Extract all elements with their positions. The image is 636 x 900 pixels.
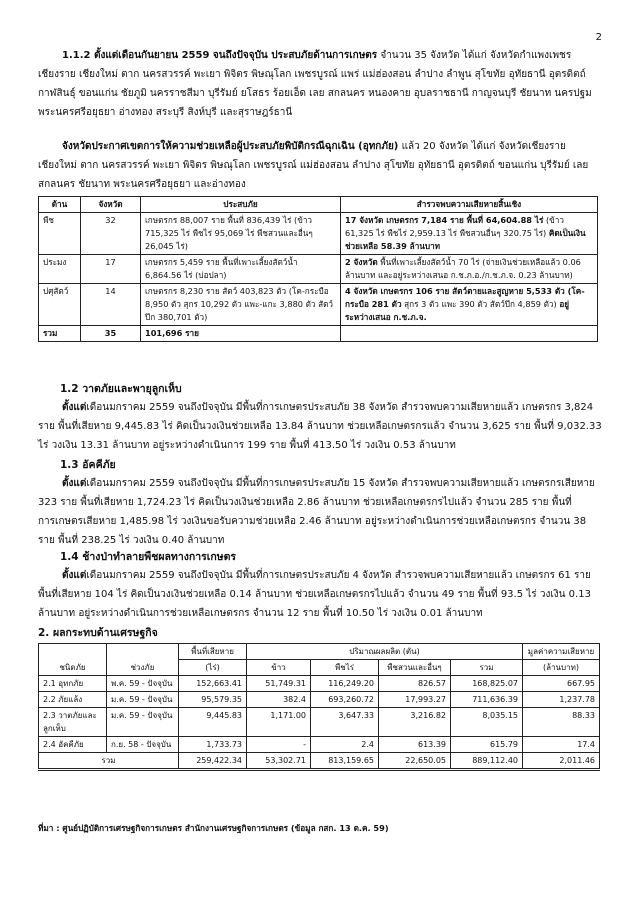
table-cell: 667.95 — [523, 676, 600, 692]
table-cell: 711,636.39 — [451, 692, 523, 708]
section-body: แล้ว 20 จังหวัด ได้แก่ จังหวัดเชียงราย เชียงใหม่ ตาก นครสวรรค์ พะเยา พิจิตร พิษณุโลก เพชรบูรณ์ แม่ฮ่องสอน ลำปาง สุโขทัย อุทัยธานี อุตรดิตถ์ ขอนแก่น บุรีรัมย์ เลย สกลนคร ชัยนาท พระนครศรีอยุธยา และอ่างทอง — [38, 141, 589, 190]
table-cell: 17,993.27 — [379, 692, 451, 708]
column-header: รวม — [451, 660, 523, 676]
section-1-2-body — [38, 398, 602, 455]
table-cell: 2.1 อุทกภัย — [39, 676, 107, 692]
column-header: ชนิดภัย — [39, 644, 107, 676]
table-cell: พืช — [39, 213, 81, 255]
table-cell — [341, 255, 598, 284]
table-cell: เกษตรกร 8,230 ราย สัตว์ 403,823 ตัว (โค-กระบือ 8,950 ตัว สุกร 10,292 ตัว แพะ-แกะ 3,880 ตัว สัตว์ปีก 380,701 ตัว) — [141, 284, 341, 326]
table-cell: 14 — [81, 284, 141, 326]
table-cell: เกษตรกร 88,007 ราย พื้นที่ 836,439 ไร่ (ข้าว 715,325 ไร่ พืชไร่ 95,069 ไร่ พืชสวนและอื่นๆ 26,045 ไร่) — [141, 213, 341, 255]
table-cell: - — [247, 737, 311, 753]
table-cell — [341, 326, 598, 342]
table-cell: 35 — [81, 326, 141, 342]
cell-text: สุกร 3 ตัว แพะ 390 ตัว สัตว์ปีก 4,859 ตัว) — [401, 299, 560, 309]
table-cell: เกษตรกร 5,459 ราย พื้นที่เพาะเลี้ยงสัตว์น้ำ 6,864.56 ไร่ (บ่อปลา) — [141, 255, 341, 284]
table-cell: 168,825.07 — [451, 676, 523, 692]
table-cell: 2.2 ภัยแล้ง — [39, 692, 107, 708]
table-cell: 259,422.34 — [179, 753, 247, 770]
table-cell: พ.ค. 59 - ปัจจุบัน — [107, 676, 179, 692]
cell-bold-text: คิดเป็นเงินช่วยเหลือ 58.39 ล้านบาท — [345, 228, 586, 251]
table-cell: 17.4 — [523, 737, 600, 753]
column-header: (ล้านบาท) — [523, 660, 600, 676]
section-1-3-heading: 1.3 อัคคีภัย — [60, 459, 116, 471]
damage-summary-table — [38, 196, 598, 342]
table-cell: 88.33 — [523, 708, 600, 737]
table-cell: รวม — [39, 326, 81, 342]
table-cell: 813,159.65 — [311, 753, 379, 770]
table-cell: 693,260.72 — [311, 692, 379, 708]
cell-text: (ข้าว 61,325 ไร่ พืชไร่ 2,959.13 ไร่ พืชสวนอื่นๆ 320.75 ไร่) — [345, 215, 564, 238]
column-header: จังหวัด — [81, 197, 141, 213]
cell-bold-text: 17 จังหวัด เกษตรกร 7,184 ราย พื้นที่ 64,604.88 ไร่ — [345, 215, 544, 225]
column-header: (ไร่) — [179, 660, 247, 676]
table-cell: รวม — [39, 753, 179, 770]
table-cell: ก.ย. 58 - ปัจจุบัน — [107, 737, 179, 753]
cell-bold-text: อยู่ระหว่างเสนอ ก.ช.ภ.จ. — [345, 299, 570, 322]
column-header: พืชสวนและอื่นๆ — [379, 660, 451, 676]
table-cell — [341, 213, 598, 255]
column-header: สำรวจพบความเสียหายสิ้นเชิง — [341, 197, 598, 213]
table-cell: 22,650.05 — [379, 753, 451, 770]
table-row — [39, 708, 600, 737]
table-cell: 17 — [81, 255, 141, 284]
table-cell: ปศุสัตว์ — [39, 284, 81, 326]
table-cell: 2.3 วาตภัยและลูกเห็บ — [39, 708, 107, 737]
section-1-4-body — [38, 566, 602, 623]
table-cell: 615.79 — [451, 737, 523, 753]
lead-word: ตั้งแต่ — [62, 570, 87, 581]
table-cell: 613.39 — [379, 737, 451, 753]
section-body: เดือนมกราคม 2559 จนถึงปัจจุบัน มีพื้นที่การเกษตรประสบภัย 38 จังหวัด สำรวจพบความเสียหายแล้ว เกษตรกร 3,824 ราย พื้นที่เสียหาย 9,445.83 ไร่ คิดเป็นวงเงินช่วยเหลือ 13.84 ล้านบาท ช่วยเหลือเกษตรกรแล้ว จำนวน 3,625 ราย พื้นที่ 9,032.33 ไร่ วงเงิน 13.31 ล้านบาท อยู่ระหว่างดำเนินการ 199 ราย พื้นที่ 413.50 ไร่ วงเงิน 0.53 ล้านบาท — [38, 402, 602, 451]
column-header: ด้าน — [39, 197, 81, 213]
column-header: ข้าว — [247, 660, 311, 676]
table-row — [39, 692, 600, 708]
section-body: จำนวน 35 จังหวัด ได้แก่ จังหวัดกำแพงเพชร เชียงราย เชียงใหม่ ตาก นครสวรรค์ พะเยา พิจิตร พิษณุโลก เพชรบูรณ์ แพร่ แม่ฮ่องสอน ลำปาง ลำพูน สุโขทัย อุทัยธานี อุตรดิตถ์ กาฬสินธุ์ ขอนแก่น ชัยภูมิ นครราชสีมา บุรีรัมย์ ยโสธร ร้อยเอ็ด เลย สกลนคร หนองคาย อุบลราชธานี กาญจนบุรี ชัยนาท นครปฐม พระนครศรีอยุธยา อ่างทอง สระบุรี สิงห์บุรี และสุราษฎร์ธานี — [38, 50, 592, 118]
table-cell: 53,302.71 — [247, 753, 311, 770]
table-cell: 1,171.00 — [247, 708, 311, 737]
cell-bold-text: 4 จังหวัด เกษตรกร 106 ราย สัตว์ตายและสูญหาย 5,533 ตัว (โค-กระบือ 281 ตัว — [345, 286, 585, 309]
column-header: พืชไร่ — [311, 660, 379, 676]
table-cell: 3,647.33 — [311, 708, 379, 737]
cell-bold-text: 2 จังหวัด — [345, 257, 378, 267]
table-cell: 8,035.15 — [451, 708, 523, 737]
lead-word: ตั้งแต่ — [62, 402, 87, 413]
column-header: พื้นที่เสียหาย — [179, 644, 247, 660]
table-total-row — [39, 753, 600, 770]
table-row — [39, 284, 598, 326]
table-row — [39, 213, 598, 255]
lead-word: ตั้งแต่ — [62, 478, 87, 489]
table-cell: ม.ค. 59 - ปัจจุบัน — [107, 708, 179, 737]
table-cell: 101,696 ราย — [141, 326, 341, 342]
cell-text: พื้นที่เพาะเลี้ยงสัตว์น้ำ 70 ไร่ (จ่ายเงินช่วยเหลือแล้ว 0.06 ล้านบาท และอยู่ระหว่างเสนอ ก.ช.ภ.อ./ก.ช.ภ.จ. 0.23 ล้านบาท) — [345, 257, 581, 280]
table-total-row — [39, 326, 598, 342]
table-cell — [341, 284, 598, 326]
section-heading: 1.1.2 ตั้งแต่เดือนกันยายน 2559 จนถึงปัจจุบัน ประสบภัยด้านการเกษตร — [62, 50, 378, 61]
table-cell: 95,579.35 — [179, 692, 247, 708]
table-row — [39, 676, 600, 692]
table-header-row — [39, 644, 600, 660]
table-cell: 889,112.40 — [451, 753, 523, 770]
section-1-1-2 — [38, 46, 602, 122]
table-body — [39, 676, 600, 753]
table-cell: 116,249.20 — [311, 676, 379, 692]
column-header: ปริมาณผลผลิต (ตัน) — [247, 644, 523, 660]
column-header: ประสบภัย — [141, 197, 341, 213]
emergency-declaration — [38, 137, 602, 194]
section-1-3-body — [38, 474, 602, 550]
table-cell: 32 — [81, 213, 141, 255]
table-cell: 382.4 — [247, 692, 311, 708]
table-cell: 9,445.83 — [179, 708, 247, 737]
economic-impact-table — [38, 643, 600, 771]
table-cell: 1,733.73 — [179, 737, 247, 753]
table-cell: 51,749.31 — [247, 676, 311, 692]
table-cell: 2,011.46 — [523, 753, 600, 770]
table-cell: ม.ค. 59 - ปัจจุบัน — [107, 692, 179, 708]
table-cell: 1,237.78 — [523, 692, 600, 708]
table-cell: 2.4 — [311, 737, 379, 753]
table-cell: 3,216.82 — [379, 708, 451, 737]
table-cell: ประมง — [39, 255, 81, 284]
section-body: เดือนมกราคม 2559 จนถึงปัจจุบัน มีพื้นที่การเกษตรประสบภัย 4 จังหวัด สำรวจพบความเสียหายแล้ว เกษตรกร 61 ราย พื้นที่เสียหาย 104 ไร่ คิดเป็นวงเงินช่วยเหลือ 0.14 ล้านบาท ช่วยเหลือเกษตรกรไปแล้ว จำนวน 49 ราย พื้นที่ 93.5 ไร่ วงเงิน 0.13 ล้านบาท อยู่ระหว่างดำเนินการช่วยเหลือเกษตรกร จำนวน 12 ราย พื้นที่ 10.50 ไร่ วงเงิน 0.01 ล้านบาท — [38, 570, 591, 619]
section-2-heading: 2. ผลกระทบด้านเศรษฐกิจ — [38, 627, 158, 639]
table-row — [39, 255, 598, 284]
table-cell: 152,663.41 — [179, 676, 247, 692]
table-header-row — [39, 197, 598, 213]
table-cell: 2.4 อัคคีภัย — [39, 737, 107, 753]
column-header: มูลค่าความเสียหาย — [523, 644, 600, 660]
source-note: ที่มา : ศูนย์ปฏิบัติการเศรษฐกิจการเกษตร สำนักงานเศรษฐกิจการเกษตร (ข้อมูล กสก. 13 ต.ค. 59) — [38, 823, 389, 833]
table-cell: 826.57 — [379, 676, 451, 692]
column-header: ช่วงภัย — [107, 644, 179, 676]
section-1-4-heading: 1.4 ช้างป่าทำลายพืชผลทางการเกษตร — [60, 551, 237, 563]
section-heading: จังหวัดประกาศเขตการให้ความช่วยเหลือผู้ประสบภัยพิบัติกรณีฉุกเฉิน (อุทกภัย) — [62, 141, 399, 152]
section-1-2-heading: 1.2 วาตภัยและพายุลูกเห็บ — [60, 383, 182, 395]
page-number: 2 — [595, 32, 602, 43]
section-body: เดือนมกราคม 2559 จนถึงปัจจุบัน มีพื้นที่การเกษตรประสบภัย 15 จังหวัด สำรวจพบความเสียหายแล้ว เกษตรกรเสียหาย 323 ราย พื้นที่เสียหาย 1,724.23 ไร่ คิดเป็นวงเงินช่วยเหลือ 2.86 ล้านบาท ช่วยเหลือเกษตรกรไปแล้ว จำนวน 285 ราย พื้นที่การเกษตรเสียหาย 1,485.98 ไร่ วงเงินขอรับความช่วยเหลือ 2.46 ล้านบาท อยู่ระหว่างดำเนินการช่วยเหลือเกษตรกร จำนวน 38 ราย พื้นที่ 238.25 ไร่ วงเงิน 0.40 ล้านบาท — [38, 478, 595, 546]
table-row — [39, 737, 600, 753]
